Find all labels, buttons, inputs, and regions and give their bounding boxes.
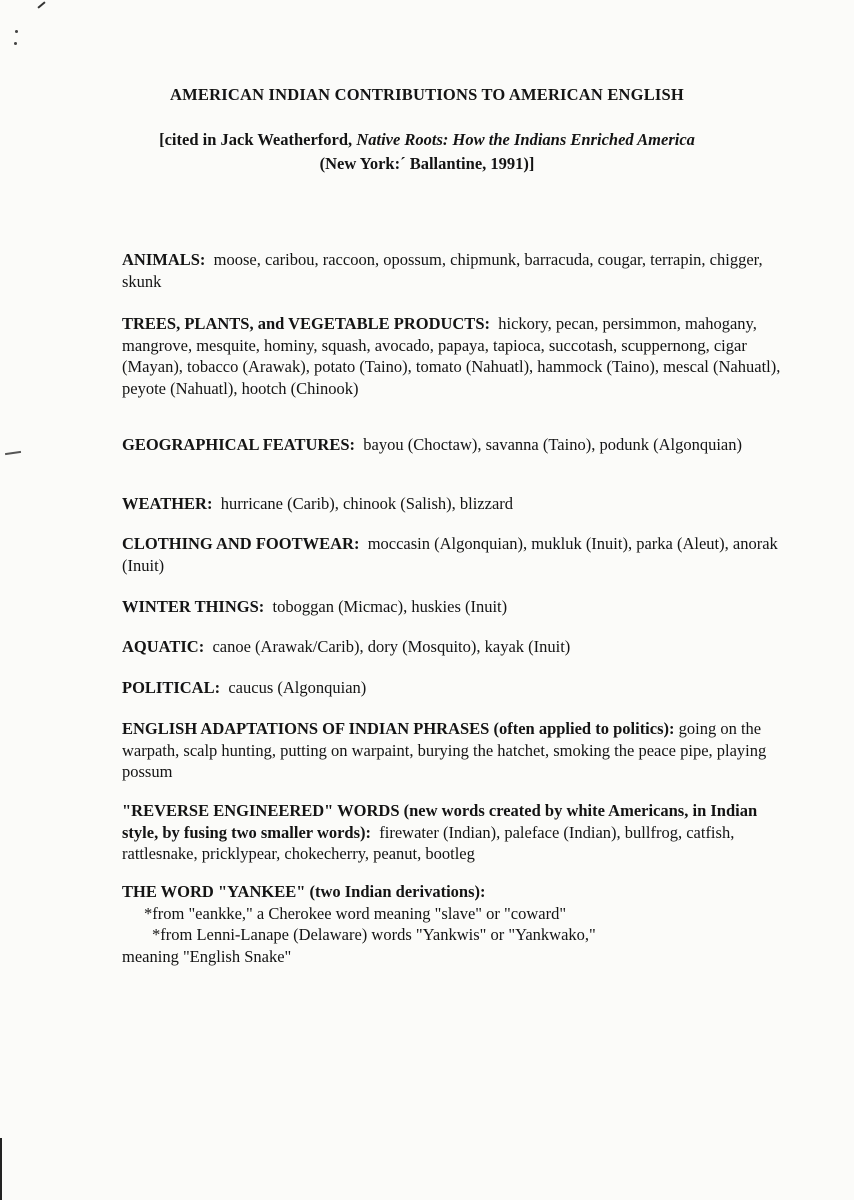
section-text: bayou (Choctaw), savanna (Taino), podunk (Algonquian) xyxy=(363,435,742,454)
section-geographical xyxy=(122,434,782,456)
section-label: WINTER THINGS: xyxy=(122,597,265,616)
section-text: canoe (Arawak/Carib), dory (Mosquito), kayak (Inuit) xyxy=(212,637,571,656)
speck xyxy=(15,30,18,33)
left-edge-rule xyxy=(0,1138,2,1200)
document-title: AMERICAN INDIAN CONTRIBUTIONS TO AMERICAN ENGLISH xyxy=(170,85,684,104)
derivation-2-continued: meaning "English Snake" xyxy=(122,946,292,966)
section-label: TREES, PLANTS, and VEGETABLE PRODUCTS: xyxy=(122,314,490,333)
section-text: moccasin (Algonquian), mukluk (Inuit), parka (Aleut), anorak (Inuit) xyxy=(122,534,778,575)
section-label: WEATHER: xyxy=(122,494,213,513)
section-text: hickory, pecan, persimmon, mahogany, mangrove, mesquite, hominy, squash, avocado, papaya, tapioca, succotash, scuppernong, cigar (Mayan), tobacco (Arawak), potato (Taino), tomato (Nahuatl), hammock (Taino), mescal (Nahuatl), peyote (Nahuatl), hootch (Chinook) xyxy=(122,314,781,398)
section-reverse-engineered xyxy=(122,800,782,865)
section-clothing xyxy=(122,533,782,576)
section-aquatic xyxy=(122,636,782,658)
publisher-line: (New York:´ Ballantine, 1991)] xyxy=(319,154,535,173)
section-label: CLOTHING AND FOOTWEAR: xyxy=(122,534,360,553)
section-label: THE WORD "YANKEE" (two Indian derivations): xyxy=(122,882,486,901)
section-label: GEOGRAPHICAL FEATURES: xyxy=(122,435,356,454)
speck xyxy=(14,42,17,45)
section-winter xyxy=(122,596,782,618)
section-weather xyxy=(122,493,782,515)
section-english-adaptations xyxy=(122,718,782,783)
section-text: firewater (Indian), paleface (Indian), bullfrog, catfish, rattlesnake, pricklypear, chokecherry, peanut, bootleg xyxy=(122,822,735,863)
book-title: Native Roots: How the Indians Enriched America xyxy=(356,130,695,149)
section-label: AQUATIC: xyxy=(122,637,205,656)
section-text: hurricane (Carib), chinook (Salish), blizzard xyxy=(220,494,514,513)
margin-tick xyxy=(5,451,21,455)
section-text: caucus (Algonquian) xyxy=(228,678,367,697)
section-animals xyxy=(122,249,782,292)
section-label: "REVERSE ENGINEERED" WORDS (new words created by white Americans, in Indian style, by fusing two smaller words): xyxy=(122,801,758,842)
section-text: toboggan (Micmac), huskies (Inuit) xyxy=(272,597,508,616)
section-text: moose, caribou, raccoon, opossum, chipmunk, barracuda, cougar, terrapin, chigger, skunk xyxy=(122,250,763,291)
section-label: POLITICAL: xyxy=(122,678,221,697)
pen-mark xyxy=(37,1,45,8)
section-political xyxy=(122,677,782,699)
section-label: ENGLISH ADAPTATIONS OF INDIAN PHRASES (often applied to politics): xyxy=(122,719,675,738)
section-yankee xyxy=(122,881,782,967)
citation xyxy=(0,128,854,176)
section-label: ANIMALS: xyxy=(122,250,206,269)
section-trees-plants xyxy=(122,313,782,399)
citation-prefix: [cited in Jack Weatherford, xyxy=(159,130,357,149)
derivation-1: *from "eankke," a Cherokee word meaning "slave" or "coward" xyxy=(144,903,567,923)
derivation-2: *from Lenni-Lanape (Delaware) words "Yankwis" or "Yankwako," xyxy=(152,925,596,944)
section-text: going on the warpath, scalp hunting, putting on warpaint, burying the hatchet, smoking the peace pipe, playing possum xyxy=(122,719,767,781)
